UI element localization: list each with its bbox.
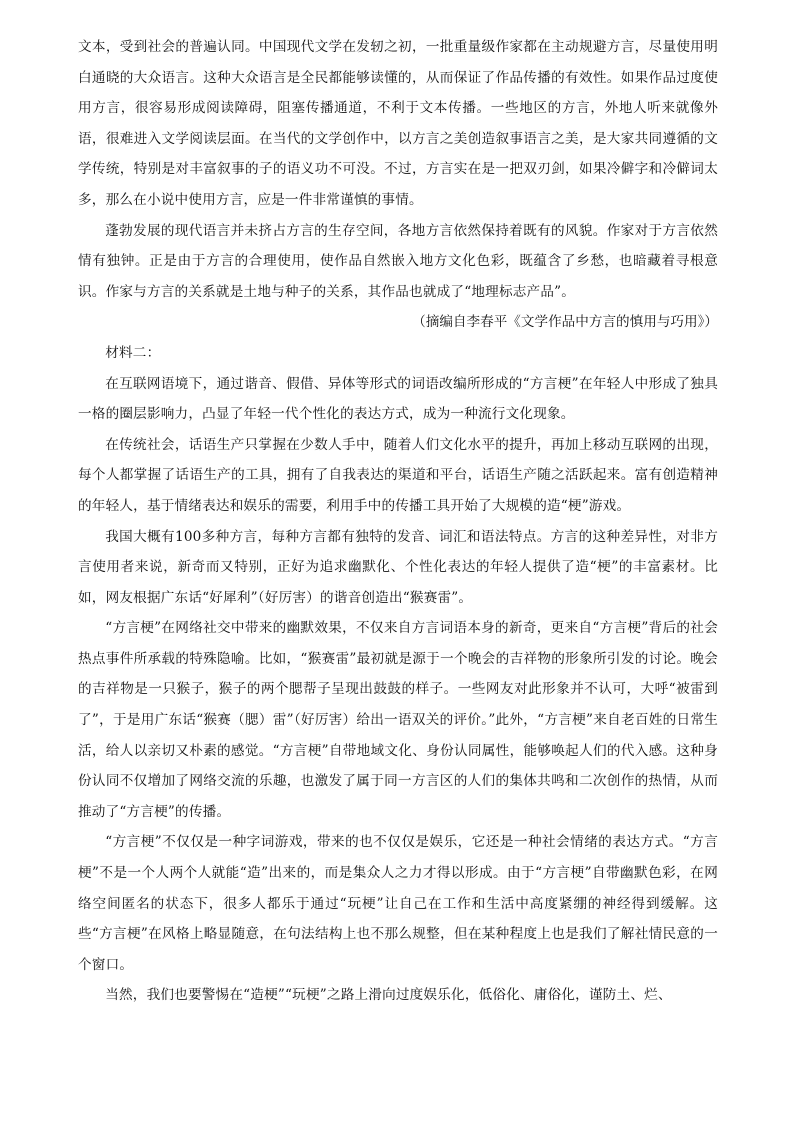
paragraph-4: 在传统社会，话语生产只掌握在少数人手中，随着人们文化水平的提升，再加上移动互联网的出现，每个人都掌握了话语生产的工具，拥有了自我表达的渠道和平台，话语生产随之活跃起来。富有创造精神的年轻人，基于情绪表达和娱乐的需要，利用手中的传播工具开始了大规模的造“梗”游戏。	[78, 436, 718, 514]
paragraph-6: “方言梗”在网络社交中带来的幽默效果，不仅来自方言词语本身的新奇，更来自“方言梗”背后的社会热点事件所承载的特殊隐喻。比如，“猴赛雷”最初就是源于一个晚会的吉祥物的形象所引发的讨论。晚会的吉祥物是一只猴子，猴子的两个腮帮子呈现出鼓鼓的样子。一些网友对此形象并不认可，大呼“被雷到了”，于是用广东话“猴赛（腮）雷”（好厉害）给出一语双关的评价。”此外，“方言梗”来自老百姓的日常生活，给人以亲切又朴素的感觉。“方言梗”自带地域文化、身份认同属性，能够唤起人们的代入感。这种身份认同不仅增加了网络交流的乐趣，也激发了属于同一方言区的人们的集体共鸣和二次创作的热情，从而推动了“方言梗”的传播。	[78, 620, 718, 820]
paragraph-5: 我国大概有100多种方言，每种方言都有独特的发音、词汇和语法特点。方言的这种差异性，对非方言使用者来说，新奇而又特别，正好为追求幽默化、个性化表达的年轻人提供了造“梗”的丰富素材。比如，网友根据广东话“好犀利”（好厉害）的谐音创造出“猴赛雷”。	[78, 528, 718, 606]
document-page	[78, 32, 718, 1011]
paragraph-8: 当然，我们也要警惕在“造梗”“玩梗”之路上滑向过度娱乐化，低俗化、庸俗化，谨防土、烂、	[105, 987, 672, 1004]
paragraph-3: 在互联网语境下，通过谐音、假借、异体等形式的词语改编所形成的“方言梗”在年轻人中形成了独具一格的圈层影响力，凸显了年轻一代个性化的表达方式，成为一种流行文化现象。	[78, 375, 718, 423]
paragraph-7: “方言梗”不仅仅是一种字词游戏，带来的也不仅仅是娱乐，它还是一种社会情绪的表达方式。“方言梗”不是一个人两个人就能“造”出来的，而是集众人之力才得以形成。由于“方言梗”自带幽默色彩，在网络空间匿名的状态下，很多人都乐于通过“玩梗”让自己在工作和生活中高度紧绷的神经得到缓解。这些“方言梗”在风格上略显随意，在句法结构上也不那么规整，但在某种程度上也是我们了解社情民意的一个窗口。	[78, 834, 718, 973]
paragraph-1: 文本，受到社会的普遍认同。中国现代文学在发轫之初，一批重量级作家都在主动规避方言，尽量使用明白通晓的大众语言。这种大众语言是全民都能够读懂的，从而保证了作品传播的有效性。如果作品过度使用方言，很容易形成阅读障碍，阻塞传播通道，不利于文本传播。一些地区的方言，外地人听来就像外语，很难进入文学阅读层面。在当代的文学创作中，以方言之美创造叙事语言之美，是大家共同遵循的文学传统，特别是对丰富叙事的子的语义功不可没。不过，方言实在是一把双刃剑，如果冷僻字和冷僻词太多，那么在小说中使用方言，应是一件非常谨慎的事情。	[78, 39, 718, 208]
paragraph-2: 蓬勃发展的现代语言并未挤占方言的生存空间，各地方言依然保持着既有的风貌。作家对于方言依然情有独钟。正是由于方言的合理使用，使作品自然嵌入地方文化色彩，既蕴含了乡愁，也暗藏着寻根意识。作家与方言的关系就是土地与种子的关系，其作品也就成了“地理标志产品”。	[78, 222, 718, 300]
section-heading-material-2: 材料二：	[105, 344, 161, 361]
source-citation: （摘编自李春平《文学作品中方言的慎用与巧用》）	[412, 314, 718, 331]
